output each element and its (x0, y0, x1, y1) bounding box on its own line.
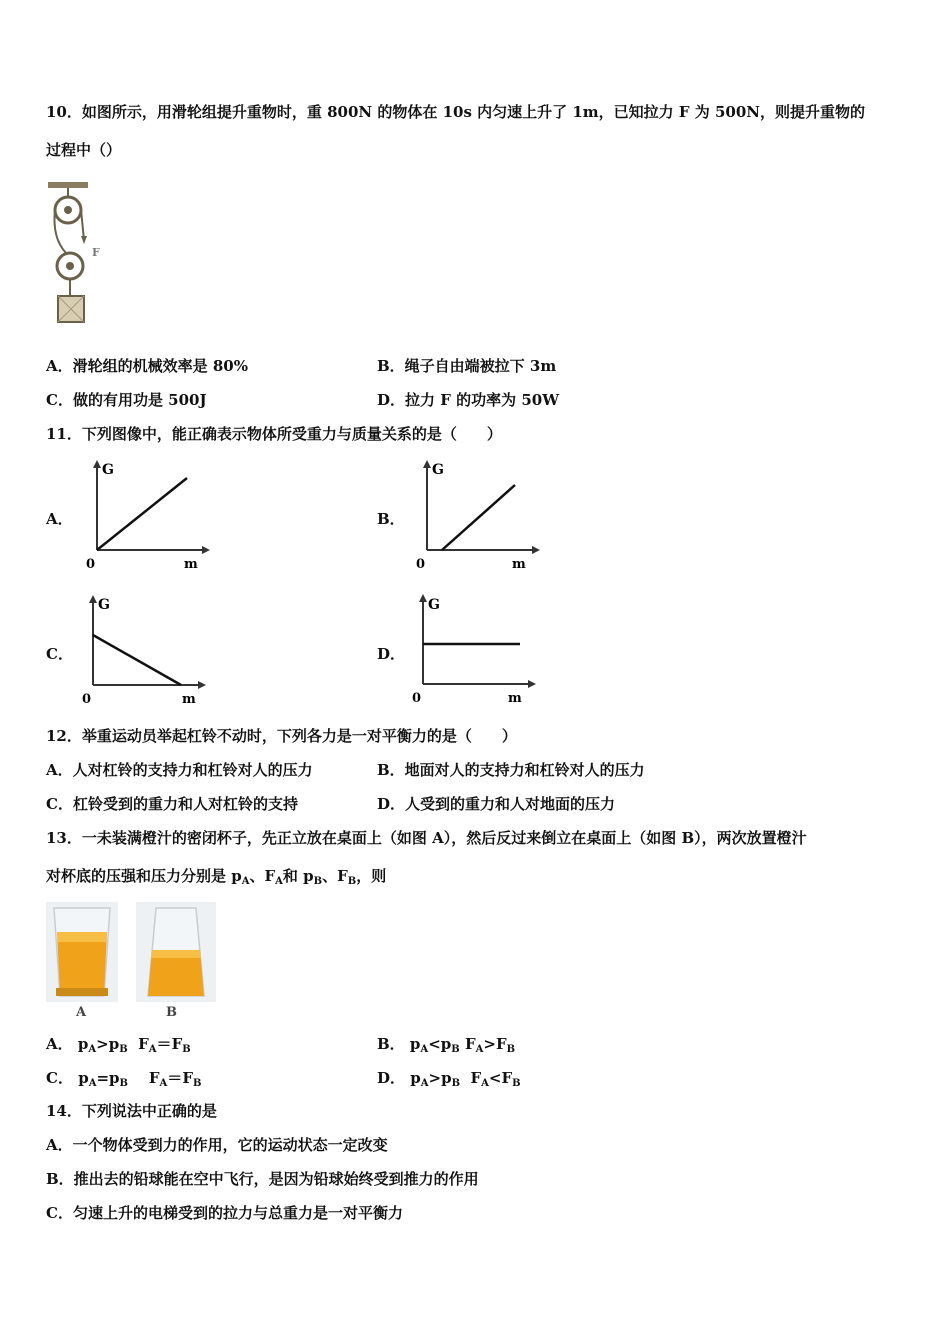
cup-photo-b (136, 902, 216, 1020)
cup-a-label: A (76, 1005, 87, 1020)
q12-option-b: B．地面对人的支持力和杠铃对人的压力 (377, 761, 645, 779)
q11c-axis-m: m (182, 692, 196, 707)
q14-option-a: A．一个物体受到力的作用，它的运动状态一定改变 (46, 1136, 388, 1154)
q11a-origin: 0 (86, 557, 96, 572)
q13-stem-line2: 对杯底的压强和压力分别是 $p_A$、$F_A$和 $p_B$、$F_B$，则 (46, 867, 387, 887)
q11-label-d: D． (377, 645, 406, 663)
q11-graph-c (78, 593, 208, 708)
q11a-axis-m: m (184, 557, 198, 572)
q11d-origin: 0 (412, 691, 422, 706)
q10-stem-line1: 10．如图所示，用滑轮组提升重物时，重 800N 的物体在 10s 内匀速上升了 1m，已知拉力 F 为 500N，则提升重物的 (46, 103, 865, 121)
cup-b-label: B (166, 1005, 177, 1020)
q10-option-b: B．绳子自由端被拉下 3m (377, 357, 557, 375)
pulley-f-label: F (92, 246, 100, 259)
q12-option-d: D．人受到的重力和人对地面的压力 (377, 795, 616, 813)
q11c-origin: 0 (82, 692, 92, 707)
q11-label-b: B． (377, 510, 405, 528)
q11-stem: 11．下列图像中，能正确表示物体所受重力与质量关系的是（ ） (46, 425, 502, 443)
q11c-axis-g: G (98, 597, 110, 613)
q11d-axis-m: m (508, 691, 522, 706)
cup-photo-a (46, 902, 118, 1020)
q10-option-a: A．滑轮组的机械效率是 80% (46, 357, 248, 375)
q11a-axis-g: G (102, 462, 114, 478)
q11-label-c: C． (46, 645, 73, 663)
pulley-figure (44, 178, 106, 328)
q10-stem-line2: 过程中（） (46, 141, 122, 159)
q14-option-c: C．匀速上升的电梯受到的拉力与总重力是一对平衡力 (46, 1204, 403, 1222)
q11-graph-a (82, 458, 212, 573)
q13-stem-line1: 13．一未装满橙汁的密闭杯子，先正立放在桌面上（如图 A），然后反过来倒立在桌面上（如图 B），两次放置橙汁 (46, 829, 807, 847)
q13-option-b: B． $p_A<p_B$ $F_A>F_B$ (377, 1035, 516, 1055)
q12-option-c: C．杠铃受到的重力和人对杠铃的支持 (46, 795, 298, 813)
q13-option-a: A． $p_A>p_B$ $F_A=F_B$ (46, 1035, 191, 1055)
q13-option-d: D． $p_A>p_B$ $F_A<F_B$ (377, 1069, 521, 1089)
q12-stem: 12．举重运动员举起杠铃不动时，下列各力是一对平衡力的是（ ） (46, 727, 517, 745)
q11b-axis-m: m (512, 557, 526, 572)
q11-graph-b (412, 458, 542, 573)
q11d-axis-g: G (428, 597, 440, 613)
q10-option-c: C．做的有用功是 500J (46, 391, 207, 409)
q10-option-d: D．拉力 F 的功率为 50W (377, 391, 560, 409)
q11-graph-d (408, 592, 538, 707)
q14-stem: 14．下列说法中正确的是 (46, 1102, 217, 1120)
q13-option-c: C． $p_A=p_B$ $F_A=F_B$ (46, 1069, 202, 1089)
q14-option-b: B．推出去的铅球能在空中飞行，是因为铅球始终受到推力的作用 (46, 1170, 479, 1188)
q11b-axis-g: G (432, 462, 444, 478)
q11-label-a: A． (46, 510, 73, 528)
q11b-origin: 0 (416, 557, 426, 572)
q12-option-a: A．人对杠铃的支持力和杠铃对人的压力 (46, 761, 313, 779)
